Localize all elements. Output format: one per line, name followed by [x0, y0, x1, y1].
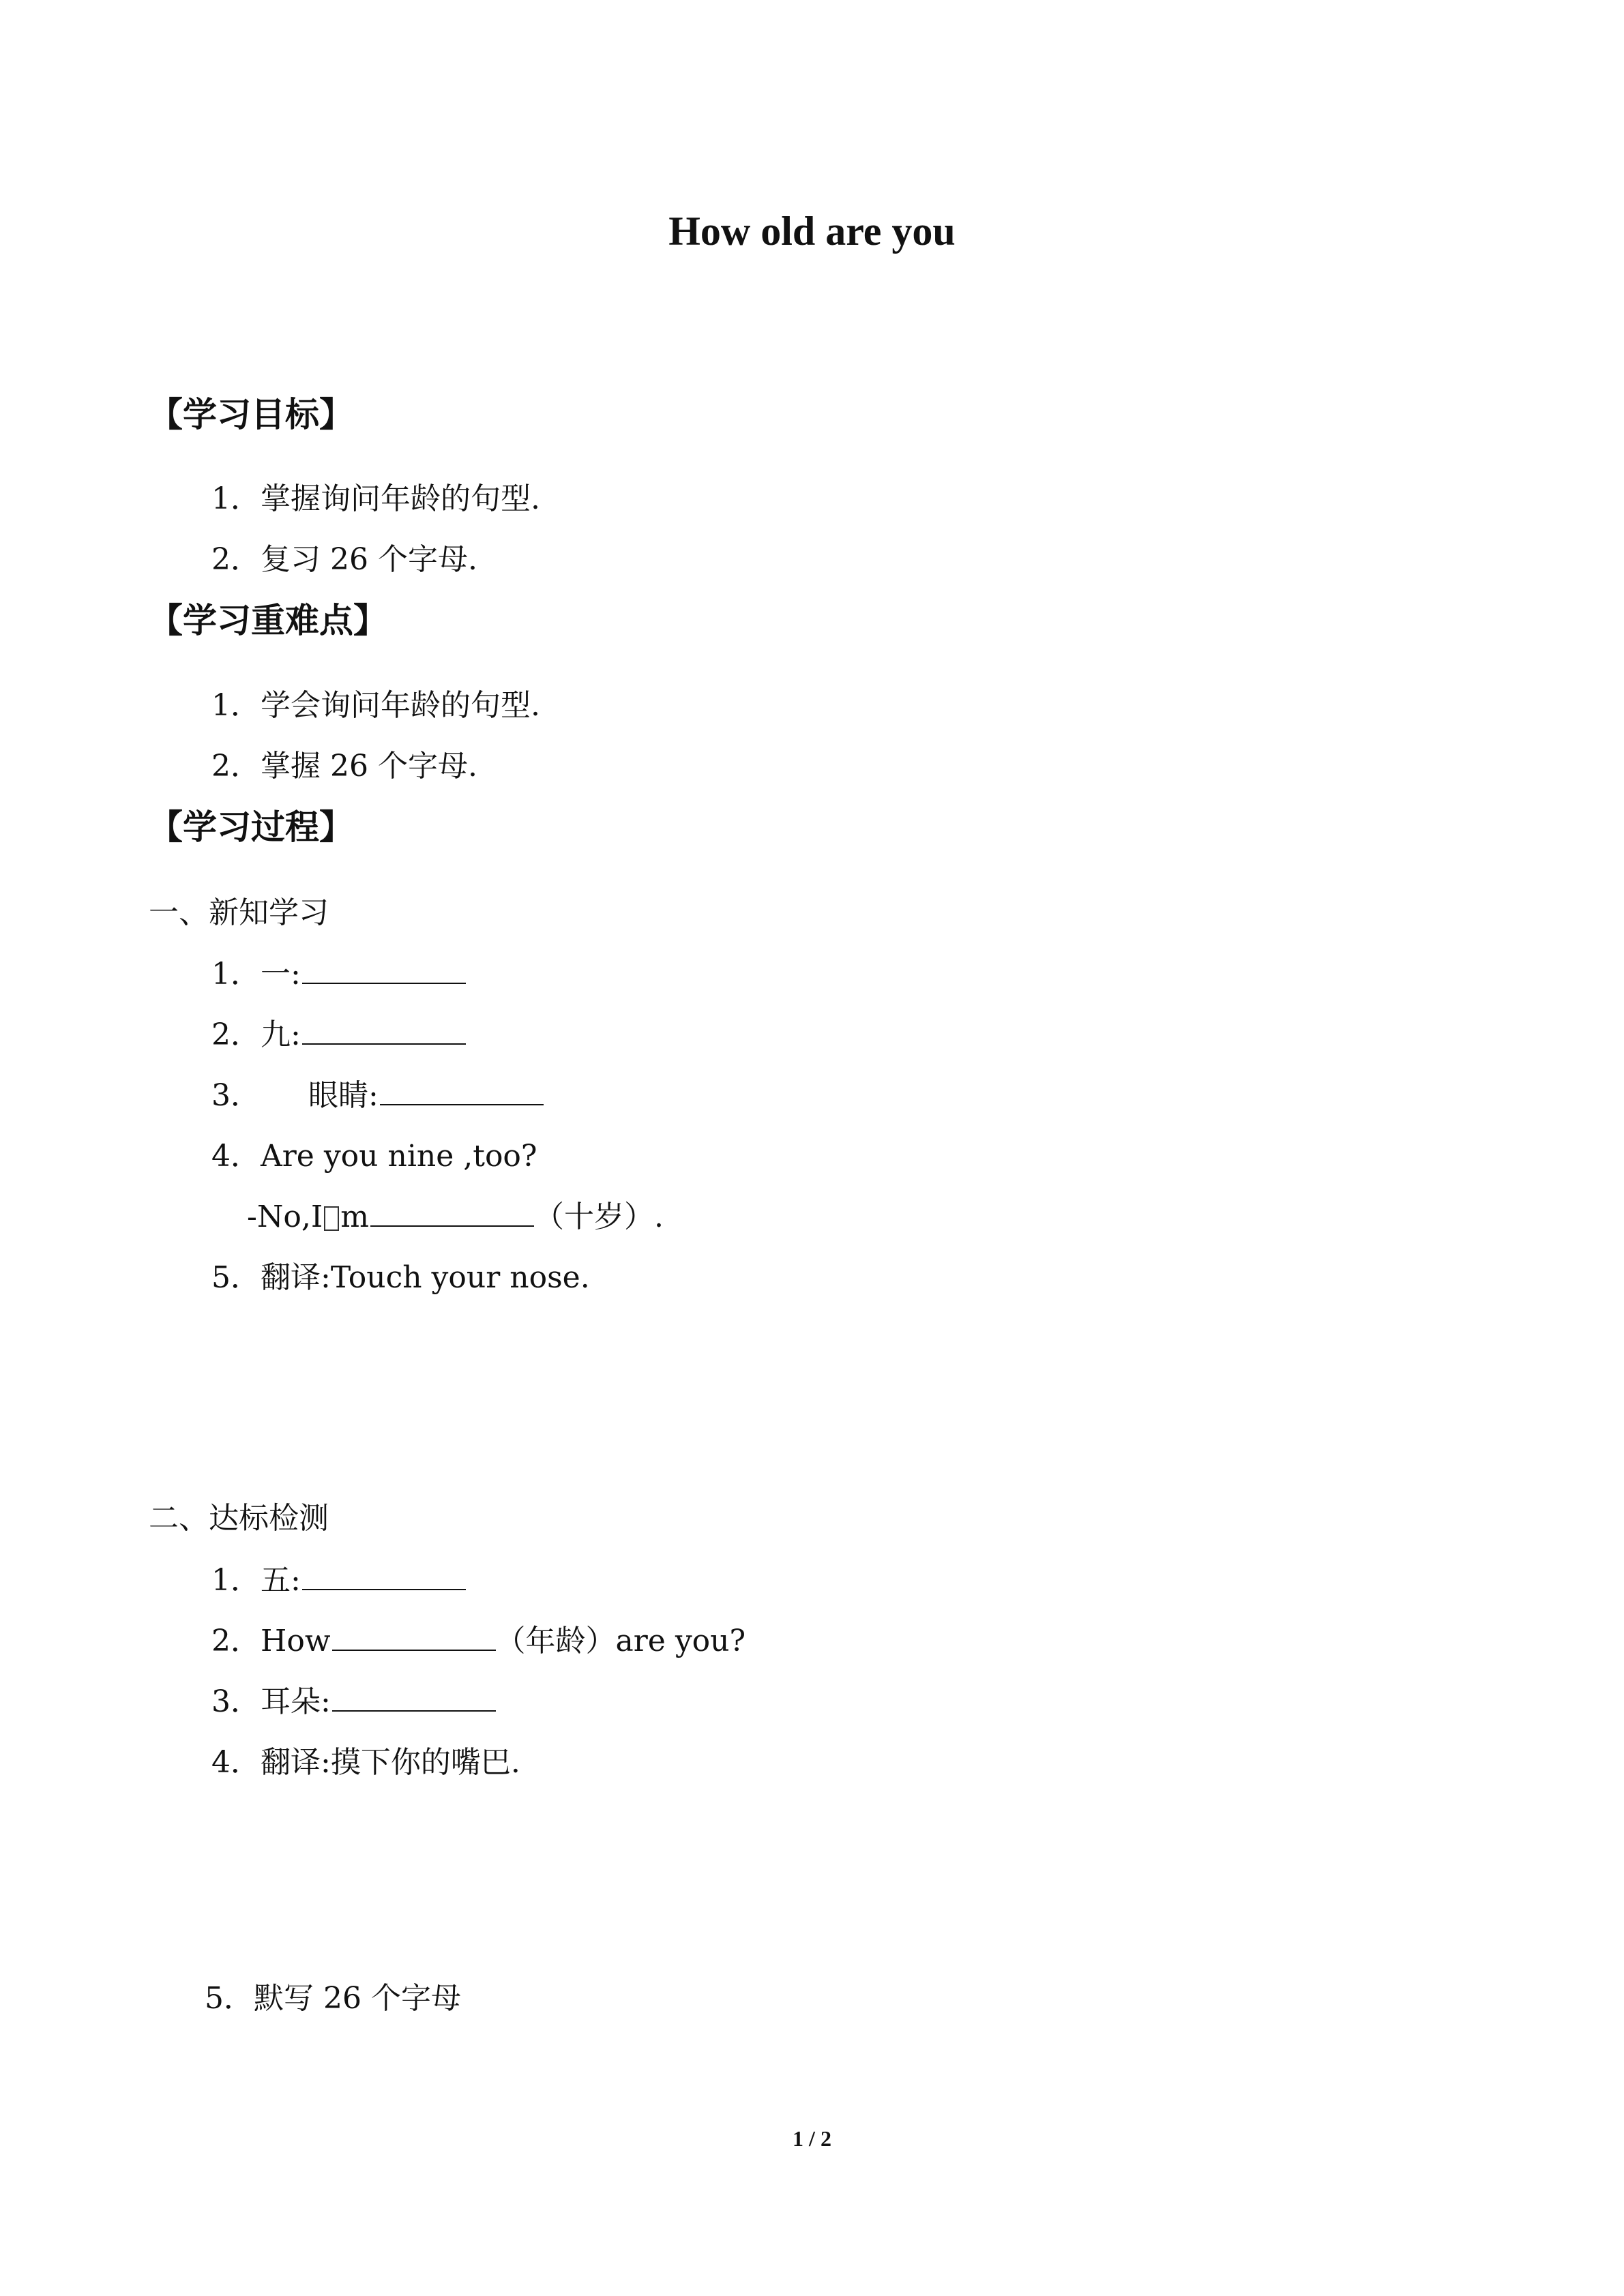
page-title: How old are you [668, 209, 956, 254]
key-point-item-1: 1．学会询问年龄的句型. [211, 688, 540, 723]
part1-question-3 [211, 1071, 544, 1114]
section-heading-key-points: 【学习重难点】 [149, 601, 387, 640]
part2-question-1 [211, 1555, 466, 1599]
answer-blank[interactable] [302, 982, 466, 984]
part1-question-4: 4．Are you nine ,too? [211, 1139, 537, 1174]
goal-item-2: 2．复习 26 个字母. [211, 542, 477, 577]
answer-blank[interactable] [302, 1588, 466, 1590]
question-text: 眼睛: [308, 1078, 379, 1113]
question-text: m [340, 1199, 369, 1234]
part1-question-2 [211, 1010, 466, 1054]
part1-heading: 一、新知学习 [149, 895, 329, 930]
part2-question-5: 5．默写 26 个字母 [205, 1981, 461, 2016]
goal-item-1: 1．掌握询问年龄的句型. [211, 481, 540, 516]
question-text: 1．一: [211, 957, 301, 992]
part1-question-4-answer [247, 1192, 664, 1236]
question-text: （十岁）. [533, 1199, 664, 1234]
part1-question-5: 5．翻译:Touch your nose. [211, 1260, 590, 1295]
question-text: 1．五: [211, 1563, 301, 1598]
part2-question-4: 4．翻译:摸下你的嘴巴. [211, 1745, 520, 1780]
part2-question-3 [211, 1677, 496, 1720]
page-number: 1 / 2 [793, 2126, 831, 2151]
question-text: 2．How [211, 1624, 331, 1658]
question-text: 3．耳朵: [211, 1684, 331, 1719]
question-text: 2．九: [211, 1017, 301, 1052]
section-heading-goals: 【学习目标】 [149, 395, 353, 434]
answer-blank[interactable] [302, 1043, 466, 1045]
answer-blank[interactable] [370, 1225, 534, 1227]
part1-question-1 [211, 949, 466, 993]
key-point-item-2: 2．掌握 26 个字母. [211, 749, 477, 784]
answer-blank[interactable] [332, 1710, 496, 1712]
question-text: （年龄）are you? [495, 1624, 746, 1658]
section-heading-process: 【学习过程】 [149, 807, 353, 847]
part2-heading: 二、达标检测 [149, 1501, 329, 1536]
missing-glyph-icon [324, 1206, 339, 1231]
question-number: 3． [211, 1078, 261, 1113]
answer-blank[interactable] [332, 1649, 496, 1651]
part2-question-2 [211, 1616, 745, 1660]
question-text: -No,I [247, 1199, 323, 1234]
answer-blank[interactable] [380, 1103, 544, 1105]
